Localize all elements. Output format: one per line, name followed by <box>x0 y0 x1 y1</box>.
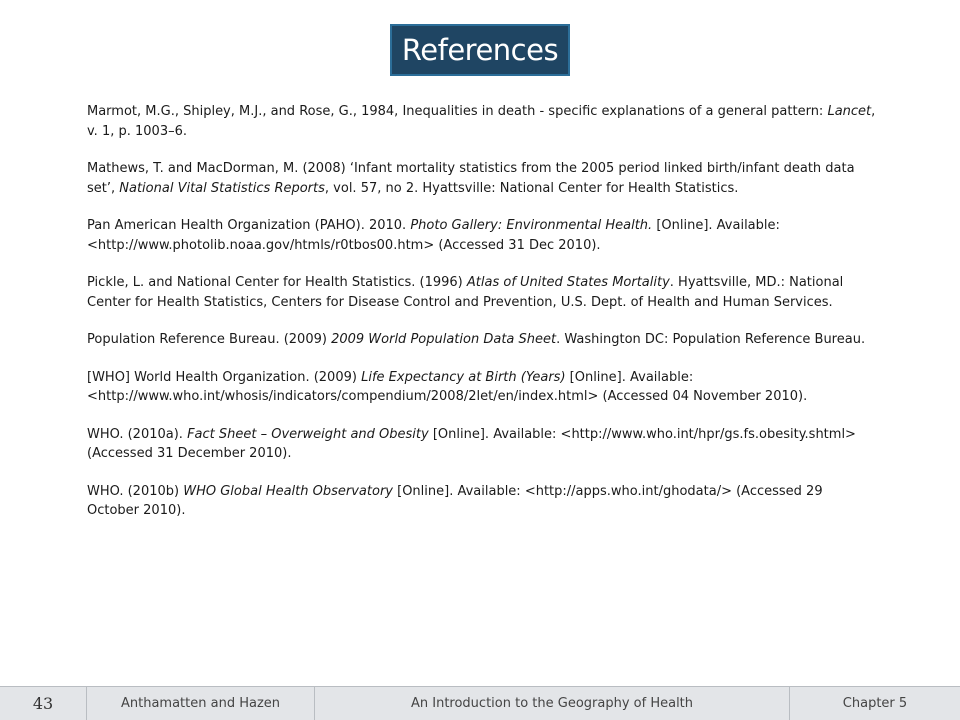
reference-item <box>87 368 877 407</box>
page-number: 43 <box>32 694 54 713</box>
reference-list <box>87 102 877 539</box>
reference-journal: Lancet <box>827 104 872 119</box>
reference-item <box>87 159 877 198</box>
footer-book-title: An Introduction to the Geography of Health <box>410 696 694 711</box>
reference-text: Marmot, M.G., Shipley, M.J., and Rose, G., 1984, Inequalities in death - specific explanations of a general pattern: <box>87 104 828 119</box>
reference-text: [Online]. Available: <http://www.who.int/whosis/indicators/compendium/2008/2let/en/index.html> (Accessed 04 November 2010). <box>87 369 808 404</box>
reference-text: WHO. (2010a). <box>87 426 188 442</box>
reference-text: . Washington DC: Population Reference Bureau. <box>556 332 866 347</box>
reference-text: Mathews, T. and MacDorman, M. (2008) ‘Infant mortality statistics from the 2005 period linked birth/infant death data set’, <box>87 161 855 196</box>
reference-item <box>87 102 877 141</box>
footer-authors: Anthamatten and Hazen <box>120 696 281 711</box>
reference-item <box>87 482 877 521</box>
reference-text: [WHO] World Health Organization. (2009) <box>87 369 362 385</box>
reference-title: Life Expectancy at Birth (Years) <box>361 369 566 385</box>
reference-text: . Hyattsville, MD.: National Center for Health Statistics, Centers for Disease Control and Prevention, U.S. Dept. of Health and Human Services. <box>87 275 844 310</box>
reference-title: Photo Gallery: Environmental Health. <box>410 218 653 233</box>
page-title: References <box>390 24 570 76</box>
reference-title: Atlas of United States Mortality <box>466 275 670 290</box>
reference-text: Pan American Health Organization (PAHO). 2010. <box>87 218 411 233</box>
reference-item <box>87 330 877 350</box>
reference-text: , vol. 57, no 2. Hyattsville: National Center for Health Statistics. <box>324 180 739 196</box>
reference-text: Pickle, L. and National Center for Health Statistics. (1996) <box>87 275 467 290</box>
footer-chapter: Chapter 5 <box>842 696 908 711</box>
reference-journal: National Vital Statistics Reports <box>119 180 325 196</box>
reference-item <box>87 273 877 312</box>
reference-item <box>87 216 877 255</box>
reference-text: [Online]. Available: <http://apps.who.int/ghodata/> (Accessed 29 October 2010). <box>87 483 823 518</box>
reference-text: [Online]. Available: <http://www.who.int/hpr/gs.fs.obesity.shtml> (Accessed 31 December 2010). <box>87 426 856 461</box>
reference-text: WHO. (2010b) <box>87 483 184 499</box>
reference-title: Fact Sheet – Overweight and Obesity <box>187 426 429 442</box>
footer-bar <box>0 686 960 720</box>
reference-title: 2009 World Population Data Sheet <box>331 332 557 347</box>
reference-item <box>87 425 877 464</box>
reference-title: WHO Global Health Observatory <box>183 483 393 499</box>
reference-text: [Online]. Available: <http://www.photolib.noaa.gov/htmls/r0tbos00.htm> (Accessed 31 Dec 2010). <box>87 218 780 253</box>
reference-text: Population Reference Bureau. (2009) <box>87 332 332 347</box>
reference-text: , v. 1, p. 1003–6. <box>87 104 876 139</box>
